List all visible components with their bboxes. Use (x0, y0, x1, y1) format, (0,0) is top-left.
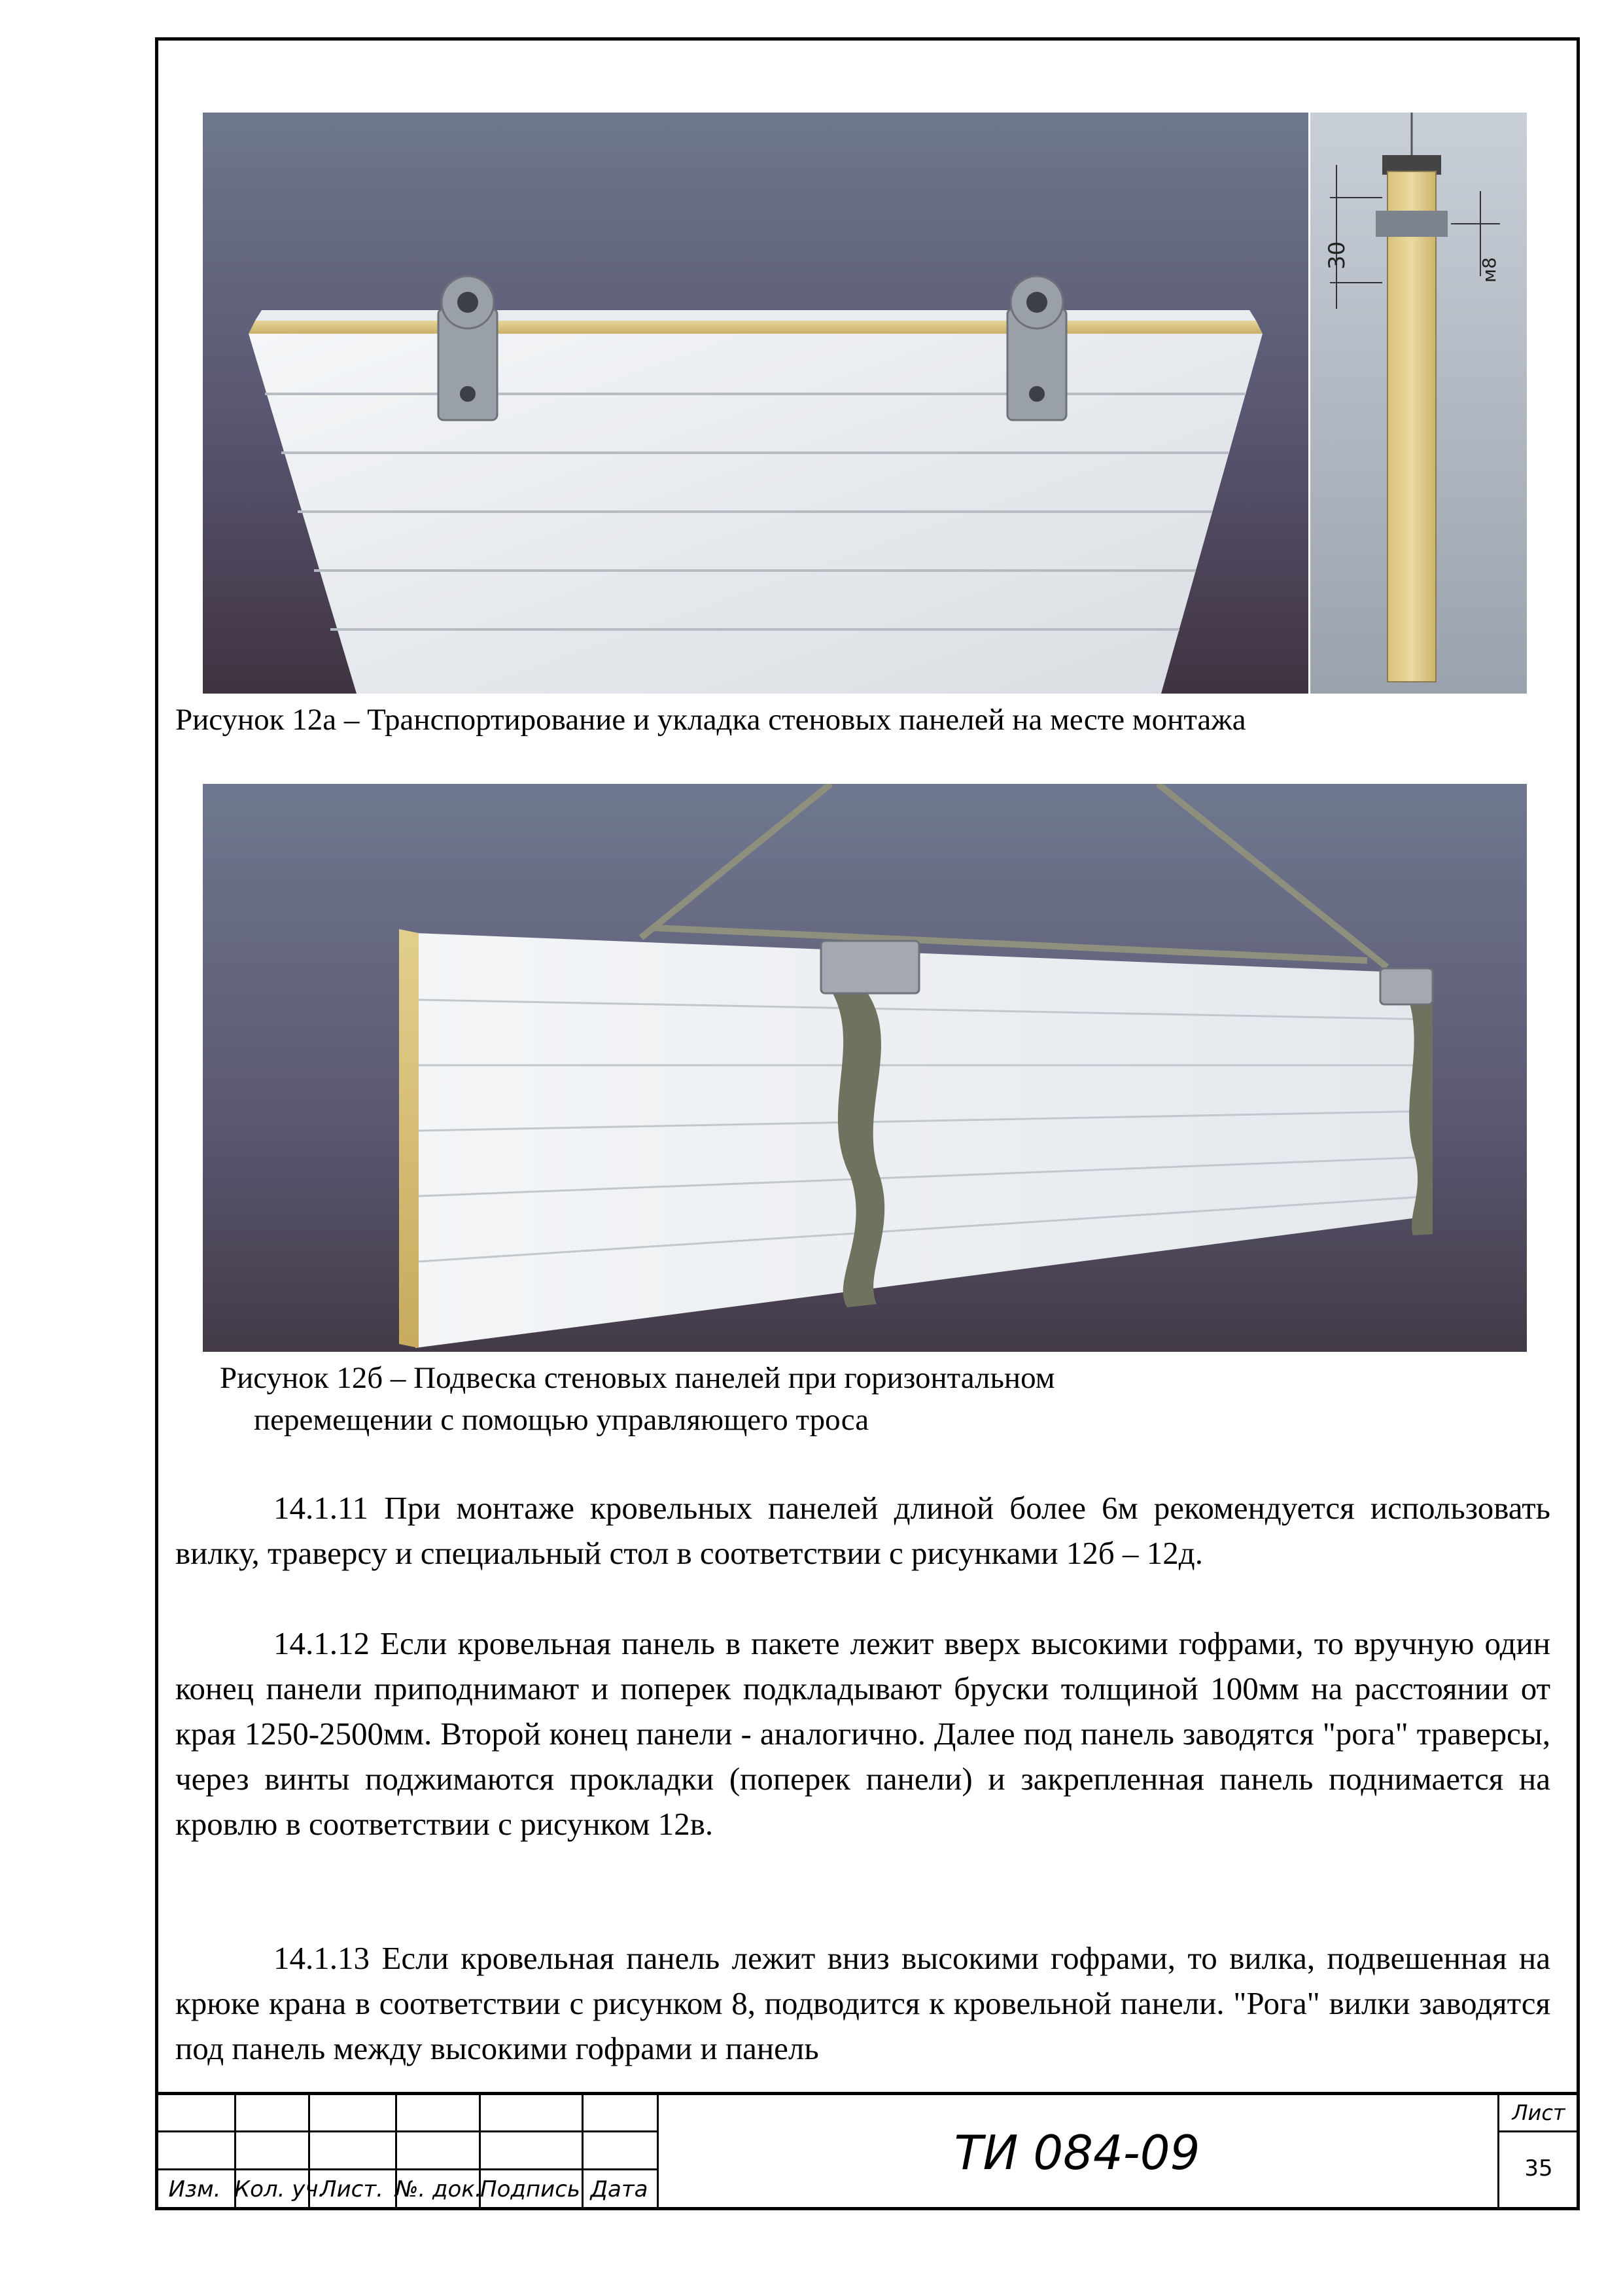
stamp-col-izm: Изм. (168, 2176, 221, 2202)
figure-12b-caption-line2: перемещении с помощью управляющего троса (254, 1403, 869, 1437)
stamp-col-list: Лист. (320, 2176, 383, 2202)
paragraph-14-1-11: 14.1.11 При монтаже кровельных панелей длиной более 6м рекомендуется использовать вилку, траверсу и специальный стол в соответствии с рисунками 12б – 12д. (175, 1490, 1550, 1571)
figure-12a-caption: Рисунок 12а – Транспортирование и укладка стеновых панелей на месте монтажа (175, 703, 1246, 737)
title-block-stamp (155, 2092, 1580, 2210)
figure-12b-illustration (203, 784, 1527, 1352)
paragraph-14-1-13: 14.1.13 Если кровельная панель лежит вниз высокими гофрами, то вилка, подвешенная на крюке крана в соответствии с рисунком 8, подводится к кровельной панели. "Рога" вилки заводятся под панель между высокими гофрами и панель (175, 1940, 1550, 2066)
stamp-col-nom-dok: №. док. (395, 2176, 482, 2202)
dimension-30-label: 30 (1324, 241, 1350, 270)
stamp-col-podpis: Подпись (480, 2176, 580, 2202)
sheet-label: Лист (1512, 2100, 1565, 2125)
paragraph-14-1-12: 14.1.12 Если кровельная панель в пакете лежит вверх высокими гофрами, то вручную один конец панели приподнимают и поперек подкладывают бруски толщиной 100мм на расстоянии от края 1250-2500мм. Второй конец панели - аналогично. Далее под панель заводятся "рога" траверсы, через винты поджимаются прокладки (поперек панели) и закрепленная панель поднимается на кровлю в соответствии с рисунком 12в. (175, 1625, 1550, 1842)
dimension-m8-label: м8 (1478, 257, 1500, 283)
figure-12a-illustration (203, 113, 1308, 694)
figure-12b-caption-line1: Рисунок 12б – Подвеска стеновых панелей при горизонтальном (220, 1361, 1055, 1395)
stamp-col-data: Дата (590, 2176, 648, 2202)
document-code: ТИ 084-09 (954, 2125, 1200, 2180)
stamp-col-kol-uch: Кол. уч. (234, 2176, 326, 2202)
sheet-number: 35 (1524, 2155, 1553, 2181)
figure-12a-section-detail (1310, 113, 1527, 694)
